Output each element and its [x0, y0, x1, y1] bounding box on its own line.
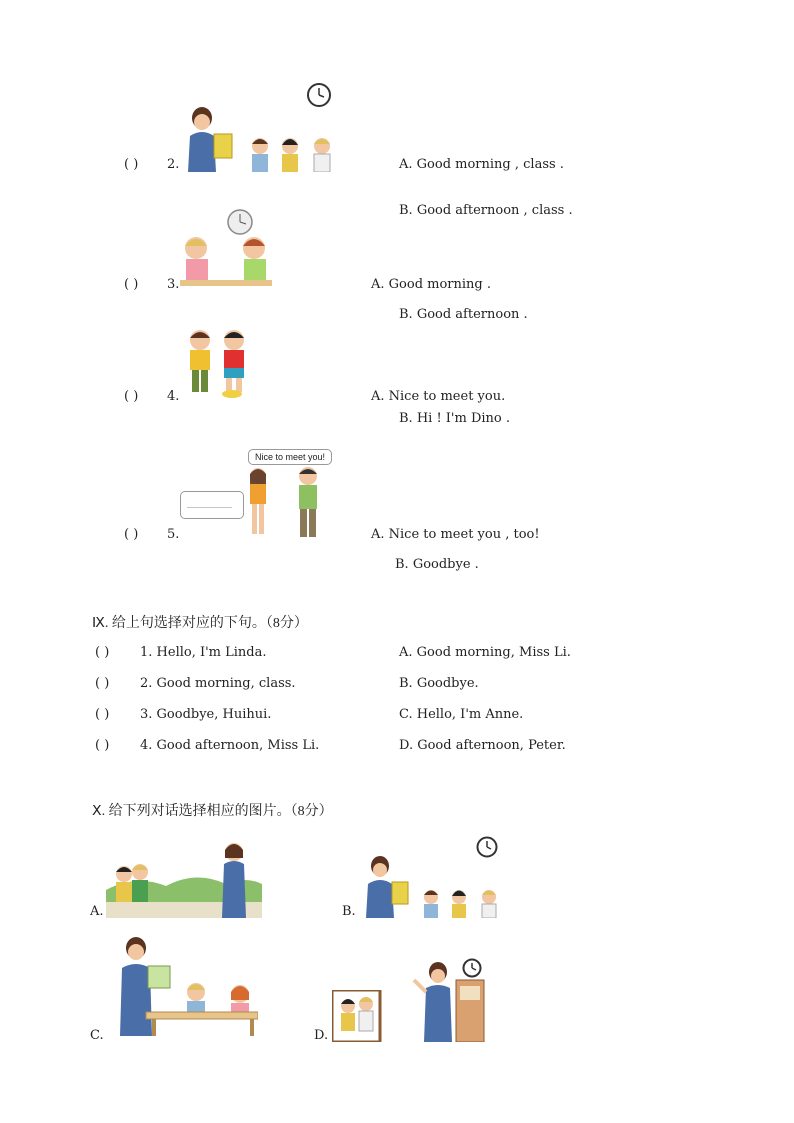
question-number: 3. — [167, 277, 180, 292]
answer-option: A. Good morning, Miss Li. — [399, 645, 571, 660]
option-b: B. Hi ! I'm Dino . — [399, 411, 511, 426]
teacher-and-students-at-desks-illustration — [112, 936, 258, 1036]
option-a: A. Good morning , class . — [399, 157, 564, 172]
picture-label-c: C. — [90, 1028, 104, 1043]
option-a: A. Good morning . — [371, 277, 492, 292]
answer-option: B. Goodbye. — [399, 676, 479, 691]
answer-paren[interactable]: ( ) — [124, 277, 139, 292]
option-a: A. Nice to meet you , too! — [371, 527, 540, 542]
teacher-with-english-book-illustration — [180, 106, 350, 172]
clock-icon — [306, 82, 332, 108]
question-text: 1. Hello, I'm Linda. — [140, 645, 267, 660]
question-number: 2. — [167, 157, 180, 172]
question-number: 4. — [167, 389, 180, 404]
question-text: 3. Goodbye, Huihui. — [140, 707, 272, 722]
answer-paren[interactable]: ( ) — [124, 157, 139, 172]
clock-icon — [476, 836, 498, 858]
empty-speech-bubble — [180, 491, 244, 519]
answer-blank: __________ — [187, 498, 232, 508]
option-b: B. Good afternoon , class . — [399, 203, 573, 218]
picture-label-a: A. — [90, 904, 104, 919]
option-b: B. Goodbye . — [395, 557, 479, 572]
speech-bubble: Nice to meet you! — [248, 449, 332, 465]
picture-label-d: D. — [314, 1028, 329, 1043]
answer-option: D. Good afternoon, Peter. — [399, 738, 566, 753]
option-b: B. Good afternoon . — [399, 307, 528, 322]
answer-option: C. Hello, I'm Anne. — [399, 707, 524, 722]
question-text: 2. Good morning, class. — [140, 676, 296, 691]
answer-paren[interactable]: ( ) — [95, 676, 110, 691]
kids-waving-to-teacher-outdoors-illustration — [106, 840, 262, 918]
two-kids-at-desk-with-clock-illustration — [180, 208, 272, 292]
kids-at-door-illustration — [332, 990, 382, 1042]
answer-paren[interactable]: ( ) — [124, 527, 139, 542]
option-a: A. Nice to meet you. — [371, 389, 506, 404]
question-number: 5. — [167, 527, 180, 542]
answer-paren[interactable]: ( ) — [95, 645, 110, 660]
teacher-with-english-book-illustration — [360, 856, 510, 918]
section-title: Ⅹ. 给下列对话选择相应的图片。（8分） — [92, 804, 333, 819]
section-title: Ⅸ. 给上句选择对应的下句。（8分） — [92, 616, 308, 631]
picture-label-b: B. — [342, 904, 356, 919]
question-text: 4. Good afternoon, Miss Li. — [140, 738, 320, 753]
teacher-waving-by-door-illustration — [410, 962, 486, 1042]
answer-paren[interactable]: ( ) — [95, 707, 110, 722]
answer-paren[interactable]: ( ) — [124, 389, 139, 404]
girl-and-man-greeting-illustration — [240, 466, 330, 542]
answer-paren[interactable]: ( ) — [95, 738, 110, 753]
two-boys-shaking-hands-illustration — [182, 328, 256, 400]
